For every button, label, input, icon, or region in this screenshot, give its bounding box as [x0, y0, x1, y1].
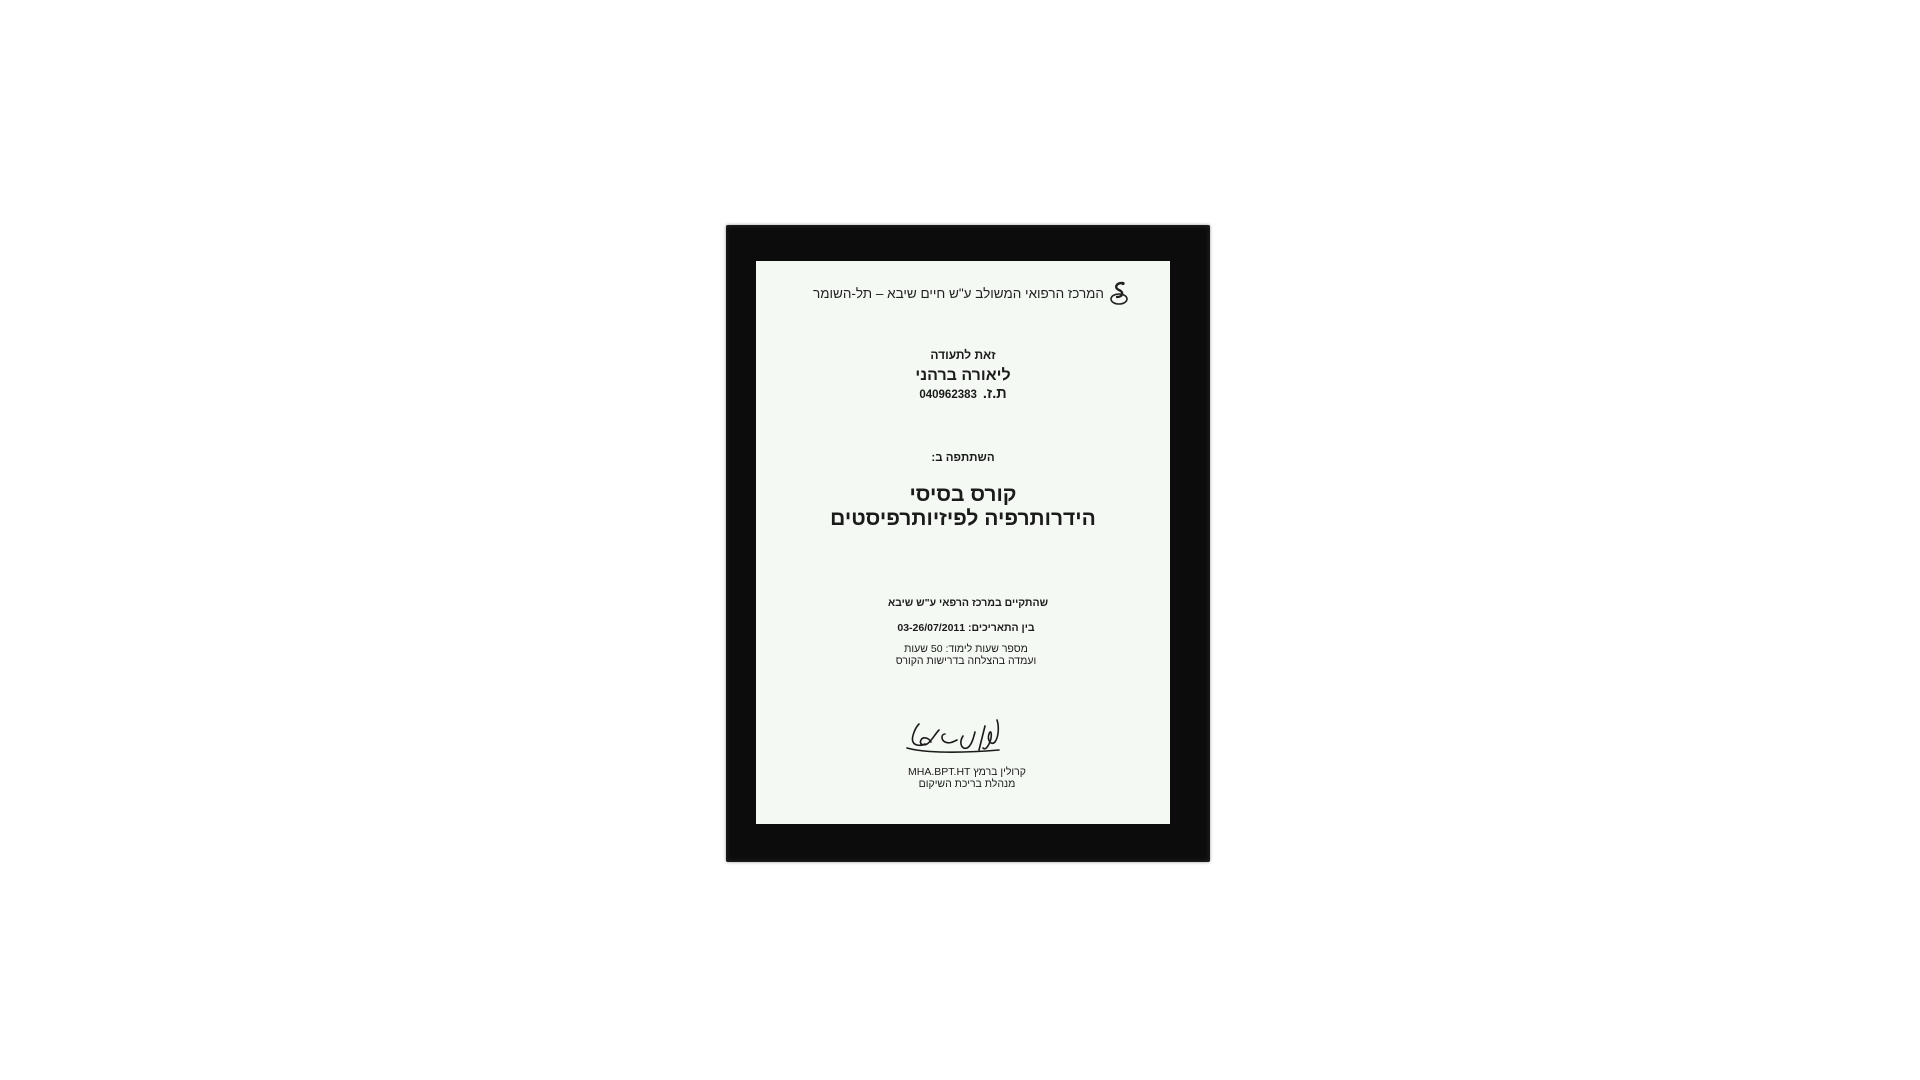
certificate-paper: [756, 261, 1170, 824]
recipient-name: ליאורה ברהני: [915, 367, 1011, 384]
passed-text: ועמדה בהצלחה בדרישות הקורס: [895, 655, 1037, 667]
hospital-logo-icon: [1108, 280, 1130, 306]
id-line: [756, 386, 1170, 402]
handwritten-signature: [901, 712, 1011, 766]
certify-label: זאת לתעודה: [930, 348, 996, 362]
hours-text: מספר שעות לימוד: 50 שעות: [904, 643, 1028, 655]
signatory-name: קרולין ברמץ MHA.BPT.HT: [908, 766, 1026, 778]
id-number: 040962383: [919, 389, 977, 401]
course-title-line2: הידרותרפיה לפיזיותרפיסטים: [830, 507, 1096, 530]
id-label: ת.ז.: [982, 386, 1007, 402]
certificate-header: [790, 280, 1130, 306]
course-title-line1: קורס בסיסי: [909, 483, 1017, 506]
held-at-text: שהתקיים במרכז הרפאי ע"ש שיבא: [887, 597, 1049, 609]
dates-text: בין התאריכים: 03-26/07/2011: [897, 622, 1035, 634]
participated-label: השתתפה ב:: [931, 452, 995, 464]
institution-header-text: המרכז הרפואי המשולב ע"ש חיים שיבא – תל-השומר: [812, 285, 1104, 301]
signatory-title: מנהלת בריכת השיקום: [918, 778, 1016, 790]
